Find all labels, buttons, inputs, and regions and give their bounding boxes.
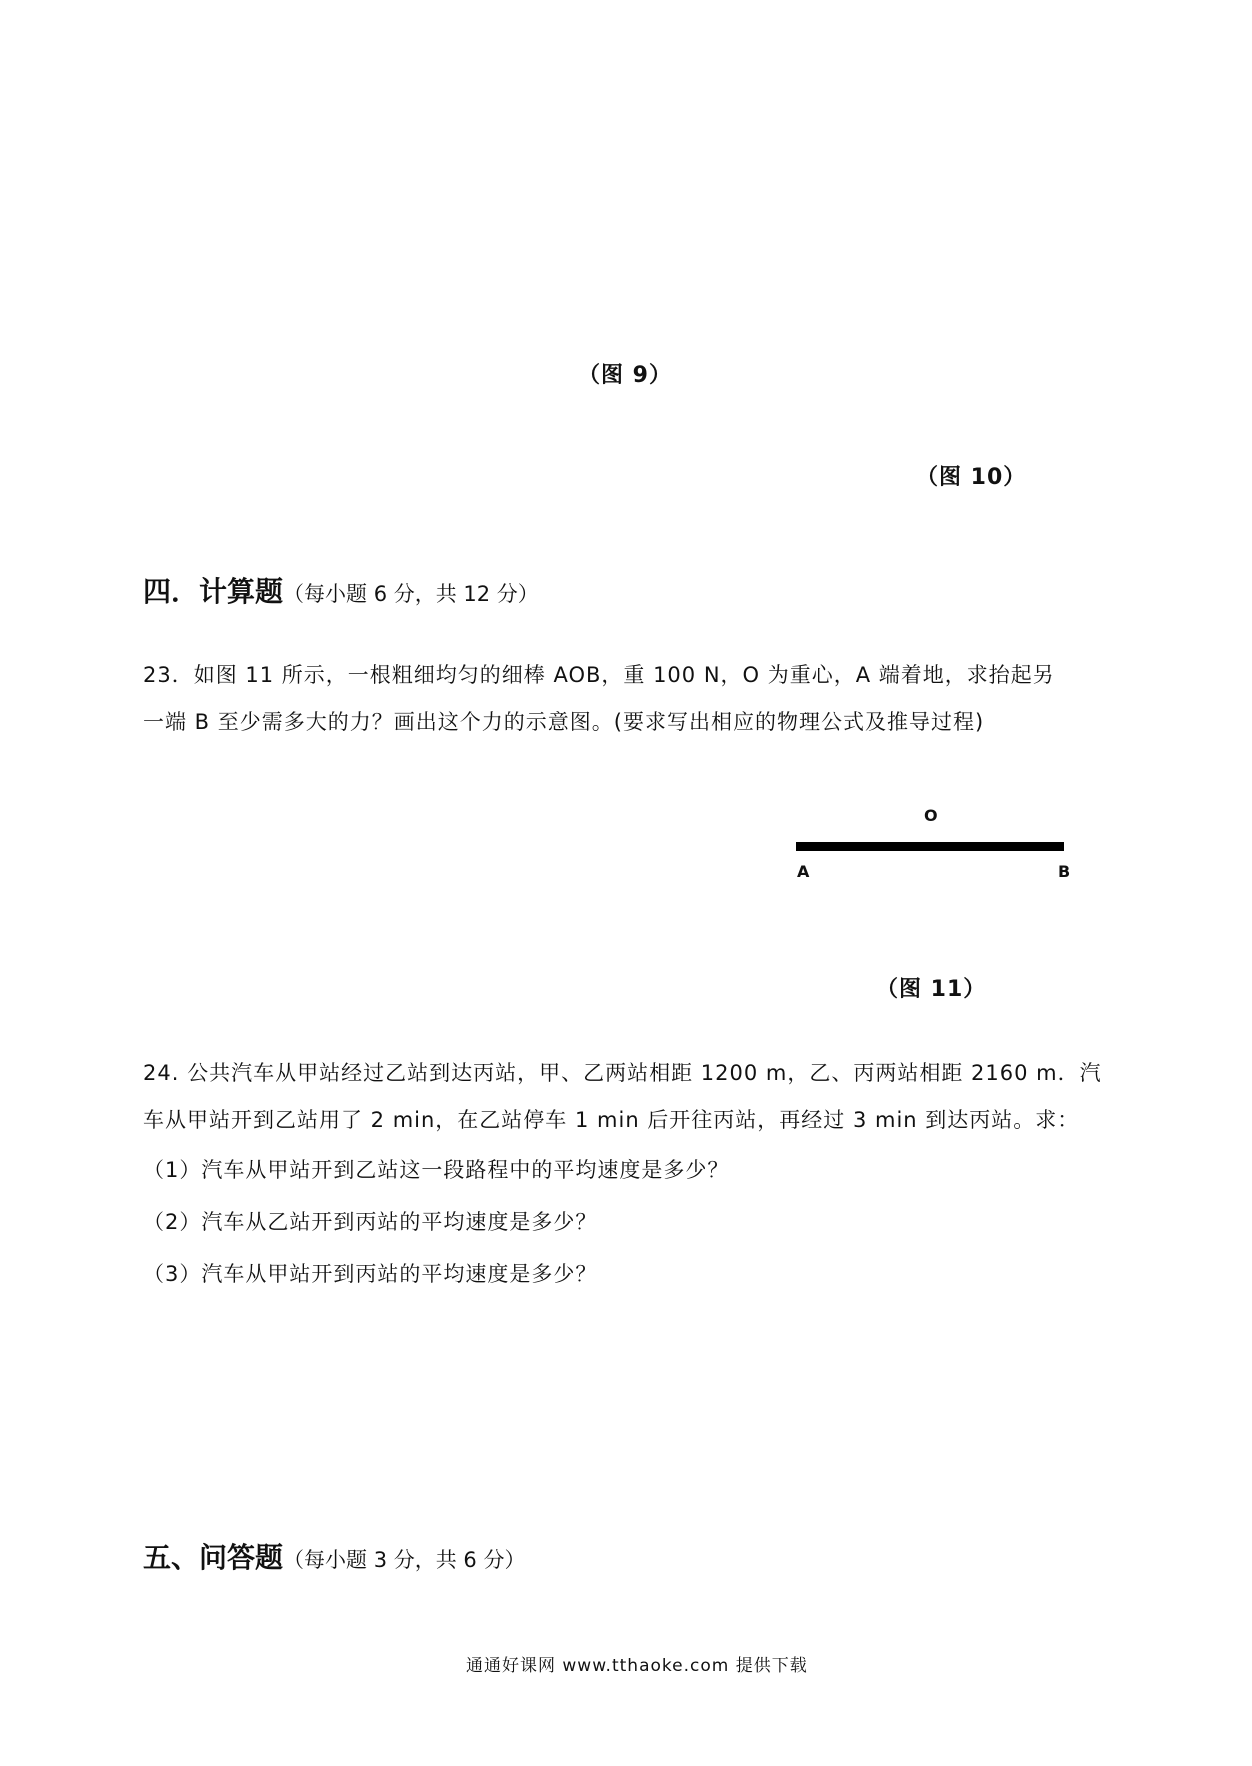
question-23-line-1: 23．如图 11 所示，一根粗细均匀的细棒 AOB，重 100 N，O 为重心，A 端着地，求抬起另 bbox=[143, 663, 1055, 687]
label-a: A bbox=[797, 862, 810, 881]
rod-aob bbox=[796, 842, 1064, 851]
lever-diagram bbox=[786, 806, 1076, 882]
figure-9-caption: （图 9） bbox=[578, 363, 672, 388]
section-5-title: 五、问答题 bbox=[143, 1541, 284, 1574]
question-24-line-1: 24. 公共汽车从甲站经过乙站到达丙站，甲、乙两站相距 1200 m，乙、丙两站相距 2160 m．汽 bbox=[143, 1061, 1102, 1085]
figure-10-caption: （图 10） bbox=[916, 465, 1027, 490]
question-24 bbox=[143, 1050, 1102, 1144]
question-24-part-3: （3）汽车从甲站开到丙站的平均速度是多少？ bbox=[143, 1262, 598, 1286]
footer-text: 通通好课网 www.tthaoke.com 提供下载 bbox=[466, 1656, 808, 1676]
label-b: B bbox=[1058, 862, 1071, 881]
question-24-part-1: （1）汽车从甲站开到乙站这一段路程中的平均速度是多少？ bbox=[143, 1158, 730, 1182]
question-23 bbox=[143, 652, 1055, 746]
section-4-note: （每小题 6 分，共 12 分） bbox=[283, 582, 539, 606]
section-4-title: 四．计算题 bbox=[143, 575, 284, 608]
question-24-line-2: 车从甲站开到乙站用了 2 min，在乙站停车 1 min 后开往丙站，再经过 3 min 到达丙站。求： bbox=[143, 1108, 1080, 1132]
question-24-part-2: （2）汽车从乙站开到丙站的平均速度是多少？ bbox=[143, 1210, 598, 1234]
section-4-heading bbox=[143, 570, 539, 610]
figure-11-caption: （图 11） bbox=[876, 977, 987, 1002]
question-23-line-2: 一端 B 至少需多大的力？画出这个力的示意图。(要求写出相应的物理公式及推导过程) bbox=[143, 710, 985, 734]
label-o: O bbox=[924, 806, 938, 825]
section-5-note: （每小题 3 分，共 6 分） bbox=[283, 1548, 526, 1572]
section-5-heading bbox=[143, 1536, 525, 1576]
